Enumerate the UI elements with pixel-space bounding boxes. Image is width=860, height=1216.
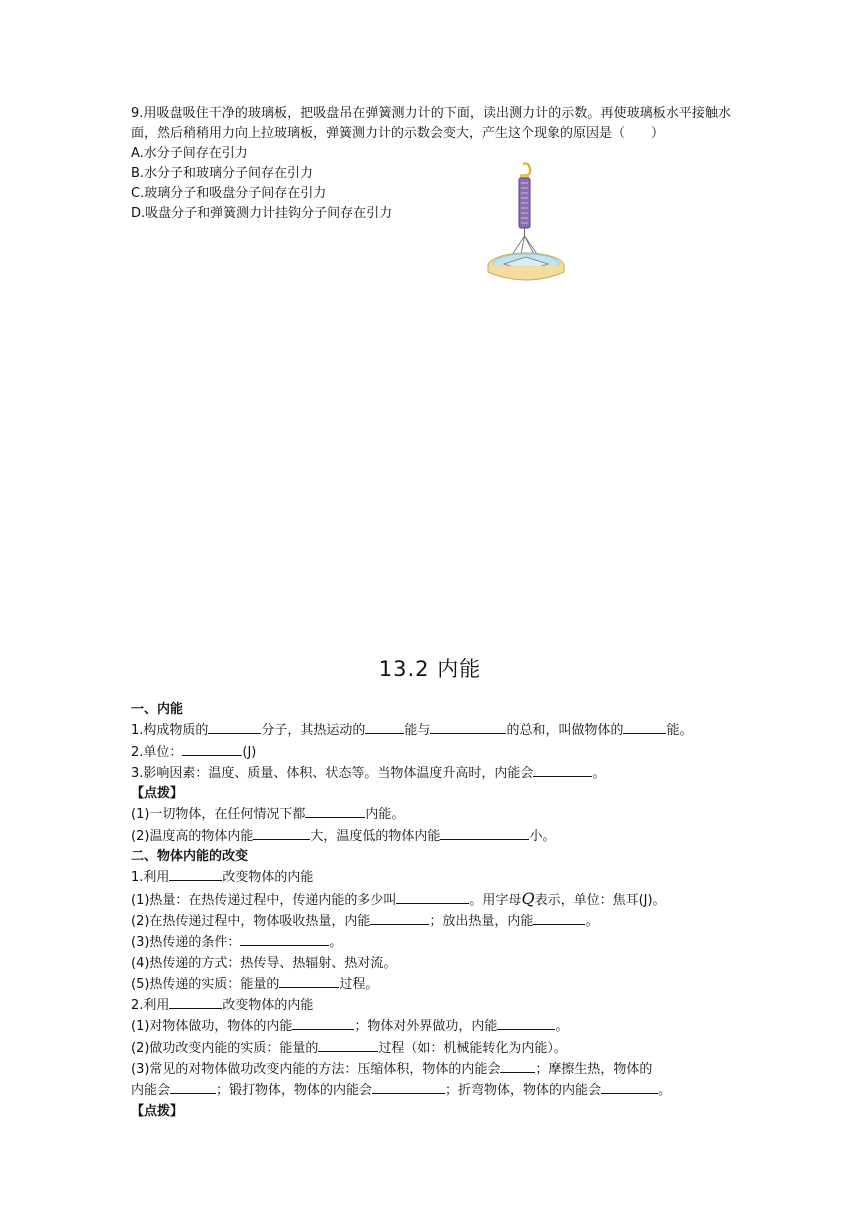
blank xyxy=(240,932,329,946)
heading-energy-change: 二、物体内能的改变 xyxy=(131,849,249,865)
blank xyxy=(253,826,310,840)
spring-balance-illustration xyxy=(482,160,572,288)
line-2-a5: (5)热传递的实质：能量的 过程。 xyxy=(131,974,731,995)
line-2-b3b: 内能会 ；锻打物体，物体的内能会 ；折弯物体，物体的内能会 。 xyxy=(131,1080,731,1101)
blank xyxy=(440,826,529,840)
option-b: B.水分子和玻璃分子间存在引力 xyxy=(131,166,314,181)
blank xyxy=(305,804,365,818)
tip-1-2: (2)温度高的物体内能 大，温度低的物体内能 小。 xyxy=(131,826,731,847)
blank xyxy=(497,1016,555,1030)
blank xyxy=(623,720,666,734)
blank xyxy=(396,890,469,904)
tip-1-1: (1)一切物体，在任何情况下都 内能。 xyxy=(131,804,731,825)
line-2-a3: (3)热传递的条件： 。 xyxy=(131,932,731,953)
blank xyxy=(500,1059,535,1073)
blank xyxy=(430,720,506,734)
line-2-a2: (2)在热传递过程中，物体吸收热量，内能 ；放出热量，内能 。 xyxy=(131,911,731,932)
blank xyxy=(279,974,339,988)
section-body xyxy=(131,700,731,1122)
tip-heading-1: 【点拨】 xyxy=(131,786,184,802)
blank xyxy=(533,911,585,925)
blank xyxy=(182,742,242,756)
option-c: C.玻璃分子和吸盘分子间存在引力 xyxy=(131,186,327,201)
section-title: 13.2 内能 xyxy=(378,657,482,681)
question-9 xyxy=(131,104,731,224)
heading-internal-energy: 一、内能 xyxy=(131,702,184,717)
blank xyxy=(533,763,592,777)
line-1-2: 2.单位： (J) xyxy=(131,742,731,763)
blank xyxy=(169,867,222,881)
line-1-3: 3.影响因素：温度、质量、体积、状态等。当物体温度升高时，内能会 。 xyxy=(131,763,731,784)
blank xyxy=(170,1080,216,1094)
blank xyxy=(169,995,222,1009)
blank xyxy=(365,720,404,734)
line-2-b2: (2)做功改变内能的实质：能量的 过程（如：机械能转化为内能）。 xyxy=(131,1038,731,1059)
question-9-stem: 9.用吸盘吸住干净的玻璃板，把吸盘吊在弹簧测力计的下面，读出测力计的示数。再使玻璃板水平接触水面，然后稍稍用力向上拉玻璃板，弹簧测力计的示数会变大，产生这个现象的原因是（ ） xyxy=(131,106,731,141)
blank xyxy=(208,720,261,734)
blank xyxy=(292,1016,354,1030)
line-2-h1: 1.利用 改变物体的内能 xyxy=(131,867,731,888)
line-2-b1: (1)对物体做功，物体的内能 ；物体对外界做功，内能 。 xyxy=(131,1016,731,1037)
blank xyxy=(318,1038,378,1052)
line-2-b3a: (3)常见的对物体做功改变内能的方法：压缩体积，物体的内能会 ；摩擦生热，物体的 xyxy=(131,1059,731,1080)
line-2-a4: (4)热传递的方式：热传导、热辐射、热对流。 xyxy=(131,955,397,971)
blank xyxy=(370,911,429,925)
line-2-h2: 2.利用 改变物体的内能 xyxy=(131,995,731,1016)
blank xyxy=(372,1080,445,1094)
option-d: D.吸盘分子和弹簧测力计挂钩分子间存在引力 xyxy=(131,206,393,221)
line-2-a1: (1)热量：在热传递过程中，传递内能的多少叫 。用字母Q表示，单位：焦耳(J)。 xyxy=(131,888,666,908)
option-a: A.水分子间存在引力 xyxy=(131,146,248,161)
blank xyxy=(601,1080,658,1094)
tip-heading-2: 【点拨】 xyxy=(131,1103,184,1119)
line-1-1: 1.构成物质的 分子，其热运动的 能与 的总和，叫做物体的 能。 xyxy=(131,720,731,741)
symbol-q: Q xyxy=(521,888,535,908)
